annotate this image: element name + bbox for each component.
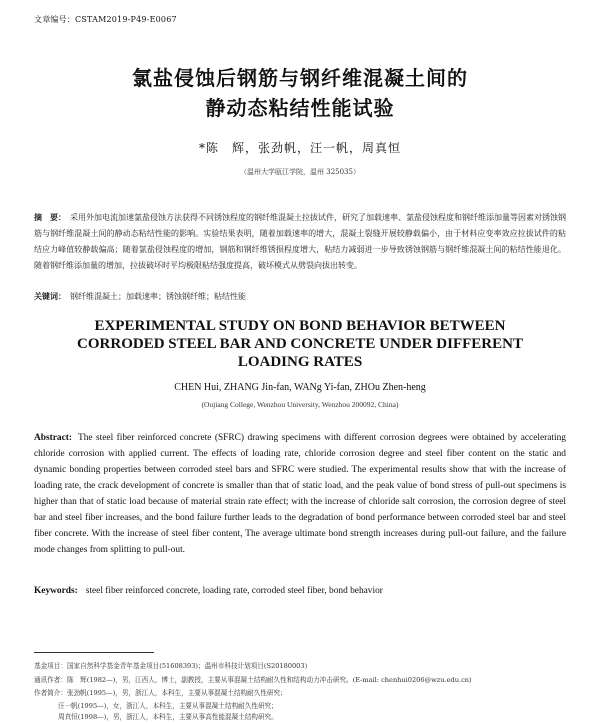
- en-abstract-text: The steel fiber reinforced concrete (SFRC) drawing specimens with different corrosion degrees were obtained by accelerating chloride corrosion with applied current. The effects of loading rate, chloride corrosion degree and steel fiber content on the static and dynamic bonding properties between corroded steel bars and SFRC were studied. The experimental results show that with the increase of loading rate, the crack development of concrete is smaller than that of static load, and the peak value of bond stress of pull-out specimens is higher than that of static load because of material strain rate effect; with the increase of chloride salt corrosion, the corrosion degree of steel bar and steel fiber increases, and the bond failure further leads to the degradation of bond performance between corroded steel bar and steel fiber concrete. With the increase of steel fiber content, The average ultimate bond strength increases during pull-out failure, and the failure mode changes from splitting to pull-out.: [34, 433, 566, 555]
- en-authors: CHEN Hui, ZHANG Jin-fan, WANg Yi-fan, ZHOu Zhen-heng: [174, 382, 426, 393]
- en-abstract: [34, 430, 566, 558]
- footnote-author-bio: 作者简介：张劲帆(1995—)，男，浙江人，本科生，主要从事混凝土结构耐久性研究；: [34, 689, 287, 697]
- cn-affiliation: （温州大学瓯江学院，温州 325035）: [240, 168, 360, 176]
- cn-abstract-label: 摘 要：: [34, 212, 66, 222]
- en-title-line1: EXPERIMENTAL STUDY ON BOND BEHAVIOR BETWEEN: [94, 318, 506, 334]
- cn-authors: *陈 辉，张劲帆，汪一帆，周真恒: [198, 141, 401, 155]
- footnote-divider: [34, 652, 154, 653]
- en-keywords-text: steel fiber reinforced concrete, loading rate, corroded steel fiber, bond behavior: [85, 586, 383, 596]
- en-keywords-label: Keywords:: [34, 586, 78, 596]
- cn-abstract: [34, 209, 566, 274]
- en-title-line2: CORRODED STEEL BAR AND CONCRETE UNDER DIFFERENT: [77, 336, 523, 352]
- footnote-corresponding-author: 通讯作者：陈 辉(1982—)，男，江西人，博士，副教授，主要从事混凝土结构耐久性和结构动力冲击研究。(E-mail: chenhui0206@wzu.edu.cn): [34, 676, 472, 684]
- cn-title-line2: 静动态粘结性能试验: [205, 96, 395, 120]
- cn-keywords-text: 钢纤维混凝土；加载速率；锈蚀钢纤维；粘结性能: [70, 292, 246, 301]
- cn-title-line1: 氯盐侵蚀后钢筋与钢纤维混凝土间的: [132, 66, 468, 90]
- footnote-author-bio: 汪一帆(1995—)，女，浙江人，本科生，主要从事混凝土结构耐久性研究；: [58, 702, 278, 710]
- cn-abstract-text: 采用外加电流加速氯盐侵蚀方法获得不同锈蚀程度的钢纤维混凝土拉拔试件，研究了加载速率、氯盐侵蚀程度和钢纤维添加量等因素对锈蚀钢筋与钢纤维混凝土间的静动态粘结性能的影响。实验结果表明，随着加载速率的增大，混凝土裂缝开展较静载偏小，由于材料应变率效应拉拔试件的粘结应力峰值较静载偏高；随着氯盐侵蚀程度的增加，钢筋和钢纤维锈损程度增大，粘结力减弱进一步导致锈蚀钢筋与钢纤维混凝土间的粘结性能退化。随着钢纤维添加量的增加，拉拔破坏时平均极限粘结强度提高，破坏模式从劈裂向拔出转变。: [34, 213, 566, 270]
- footnote-funding: 基金项目：国家自然科学基金青年基金项目(51608393)；温州市科技计划项目(S20180003): [34, 662, 308, 670]
- en-abstract-label: Abstract:: [34, 433, 73, 443]
- en-affiliation: (Oujiang College, Wenzhou University, Wenzhou 200092, China): [201, 400, 399, 409]
- en-title-line3: LOADING RATES: [237, 354, 363, 370]
- en-keywords: [34, 586, 383, 596]
- cn-keywords: [34, 291, 246, 302]
- cn-keywords-label: 关键词：: [34, 291, 66, 301]
- article-number: 文章编号：CSTAM2019-P49-E0067: [34, 15, 177, 24]
- footnote-author-bio: 周真恒(1998—)，男，浙江人，本科生，主要从事高性能混凝土结构研究。: [58, 713, 278, 721]
